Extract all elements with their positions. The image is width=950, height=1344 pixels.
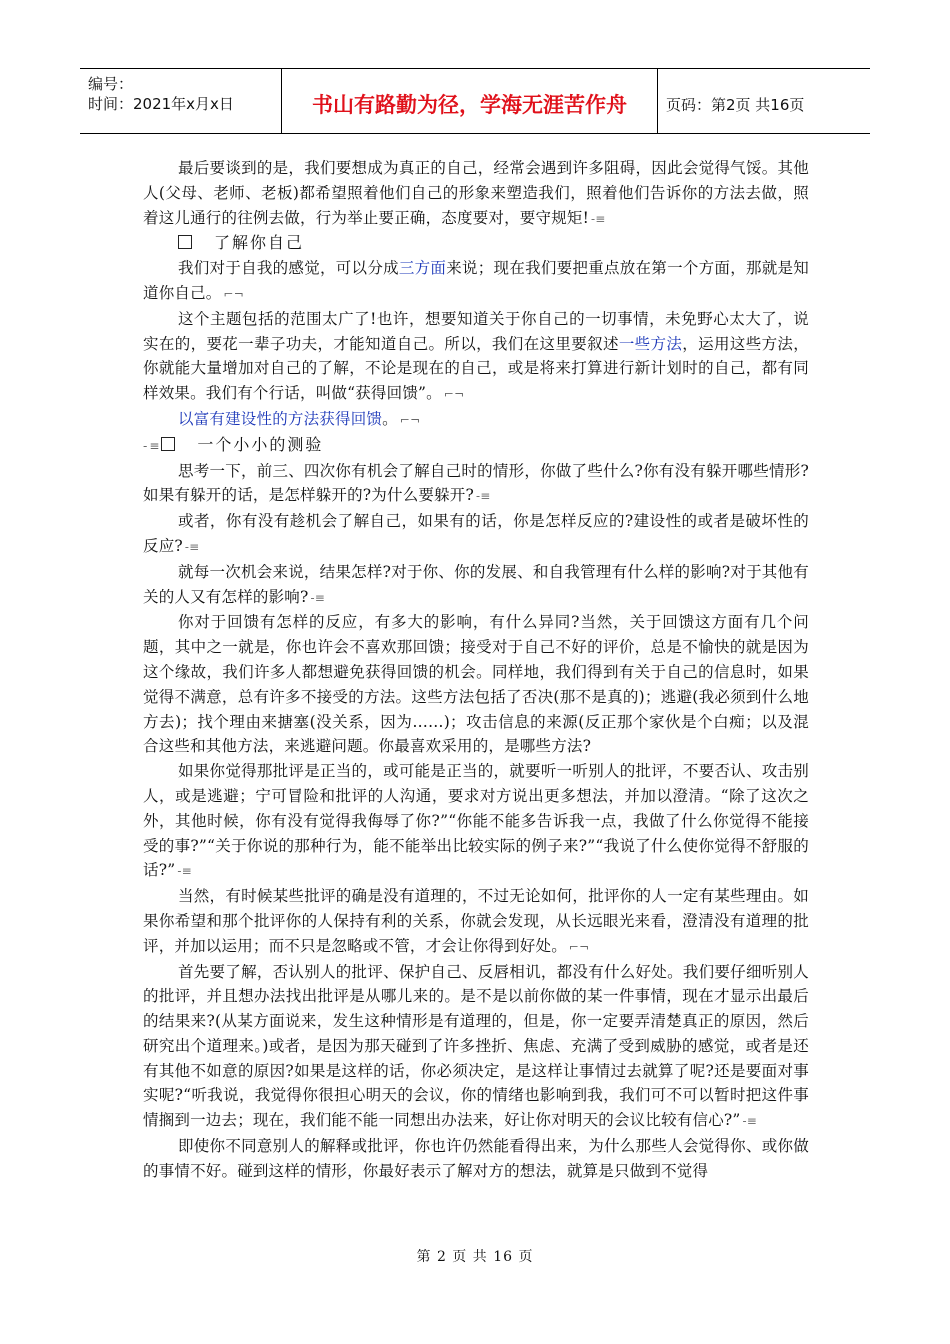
- body-paragraph: [143, 509, 809, 560]
- paragraph-mark: -≡: [184, 539, 200, 554]
- paragraph-text: 如果你觉得那批评是正当的，或可能是正当的，就要听一听别人的批评，不要否认、攻击别人，或是逃避；宁可冒险和批评的人沟通，要求对方说出更多想法，并加以澄清。“除了这次之外，其他时候，你有没有觉得我侮辱了你?”“你能不能多告诉我一点，我做了什么你觉得不能接受的事?”“关于你说的那种行为，能不能举出比较实际的例子来?”“我说了什么使你觉得不舒服的话?”: [143, 762, 809, 880]
- body-paragraph: [143, 610, 809, 759]
- checkbox-square-icon: [161, 437, 175, 451]
- paragraph-text: 思考一下，前三、四次你有机会了解自己时的情形，你做了些什么?你有没有躲开哪些情形?如果有躲开的话，是怎样躲开的?为什么要躲开?: [143, 461, 809, 505]
- paragraph-text: 我们对于自我的感觉，可以分成: [178, 259, 399, 278]
- page-footer: 第 2 页 共 16 页: [416, 1249, 534, 1265]
- header-motto: 书山有路勤为径，学海无涯苦作舟: [282, 69, 658, 133]
- paragraph-text: 。: [382, 409, 398, 428]
- paragraph-text: 最后要谈到的是，我们要想成为真正的自己，经常会遇到许多阻碍，因此会觉得气馁。其他人(父母、老师、老板)都希望照着他们自己的形象来塑造我们，照着他们告诉你的方法去做，照着这儿通行的往例去做，行为举止要正确，态度要对，要守规矩!: [143, 159, 809, 227]
- section-heading: [143, 433, 809, 459]
- paragraph-mark: -≡: [143, 438, 162, 453]
- paragraph-mark: -≡: [310, 590, 326, 605]
- paragraph-mark: ⌐¬: [443, 387, 465, 402]
- paragraph-text: 首先要了解，否认别人的批评、保护自己、反唇相讥，都没有什么好处。我们要仔细听别人的批评，并且想办法找出批评是从哪儿来的。是不是以前你做的某一件事情，现在才显示出最后的结果来?(从某方面说来，发生这种情形是有道理的，但是，你一定要弄清楚真正的原因，然后研究出个道理来。)或者，是因为那天碰到了许多挫折、焦虑、充满了受到威胁的感觉，或者是还有其他不如意的原因?如果是这样的话，你必须决定，是这样让事情过去就算了呢?还是要面对事实呢?“听我说，我觉得你很担心明天的会议，你的情绪也影响到我，我们可不可以暂时把这件事情搁到一边去；现在，我们能不能一同想出办法来，好让你对明天的会议比较有信心?”: [143, 962, 809, 1130]
- highlighted-phrase: 一些方法: [618, 334, 683, 353]
- document-body: [143, 156, 809, 1184]
- highlighted-phrase: 三方面: [398, 259, 447, 278]
- code-label: 编号：: [88, 75, 134, 93]
- body-paragraph: [143, 560, 809, 611]
- paragraph-text: 或者，你有没有趁机会了解自己，如果有的话，你是怎样反应的?建设性的或者是破坏性的反应?: [143, 512, 809, 555]
- paragraph-mark: ⌐¬: [223, 286, 245, 301]
- header-table: [80, 68, 870, 134]
- paragraph-mark: ⌐¬: [568, 939, 590, 954]
- paragraph-mark: -≡: [591, 211, 606, 226]
- checkbox-square-icon: [178, 235, 192, 249]
- highlighted-phrase: 以富有建设性的方法获得回馈: [178, 409, 383, 428]
- paragraph-mark: -≡: [177, 864, 192, 879]
- body-paragraph: [143, 256, 809, 307]
- body-paragraph: [143, 759, 809, 884]
- body-paragraph: [143, 156, 809, 231]
- paragraph-text: 这个主题包括的范围太广了!也许，想要知道关于你自己的一切事情，未免野心太大了，说实在的，要花一辈子功夫，才能知道自己。所以，我们在这里要叙述: [143, 309, 809, 353]
- body-paragraph: [143, 459, 809, 510]
- body-paragraph: [143, 307, 809, 407]
- header-meta: [80, 69, 282, 133]
- body-paragraph: [143, 407, 809, 433]
- header-page-label: 页码：第2页 共16页: [666, 95, 805, 114]
- paragraph-text: ，运用这些方法，你就能大量增加对自己的了解，不论是现在的自己，或是将来打算进行新计划时的自己，都有同样效果。我们有个行话，叫做“获得回馈”。: [143, 334, 809, 403]
- section-heading: [143, 231, 809, 256]
- paragraph-text: 即使你不同意别人的解释或批评，你也许仍然能看得出来，为什么那些人会觉得你、或你做的事情不好。碰到这样的情形，你最好表示了解对方的想法，就算是只做到不觉得: [143, 1137, 809, 1180]
- heading-text: 了解你自己: [214, 233, 305, 253]
- paragraph-text: 你对于回馈有怎样的反应，有多大的影响，有什么异同?当然，关于回馈这方面有几个问题，其中之一就是，你也许会不喜欢那回馈；接受对于自己不好的评价，总是不愉快的就是因为这个缘故，我们许多人都想避免获得回馈的机会。同样地，我们得到有关于自己的信息时，如果觉得不满意，总有许多不接受的方法。这些方法包括了否决(那不是真的)；逃避(我必须到什么地方去)；找个理由来搪塞(没关系，因为……)；攻击信息的来源(反正那个家伙是个白痴；以及混合这些和其他方法，来逃避问题。你最喜欢采用的，是哪些方法?: [143, 613, 809, 756]
- body-paragraph: [143, 960, 809, 1135]
- paragraph-mark: -≡: [476, 489, 491, 504]
- heading-text: 一个小小的测验: [197, 434, 324, 454]
- paragraph-mark: -≡: [742, 1114, 758, 1129]
- body-paragraph: [143, 1134, 809, 1184]
- paragraph-mark: ⌐¬: [399, 412, 421, 427]
- body-paragraph: [143, 884, 809, 959]
- paragraph-text: 来说；现在我们要把重点放在第一个方面，那就是知道你自己。: [143, 259, 809, 302]
- date-label: 时间：2021年x月x日: [88, 95, 234, 113]
- paragraph-text: 当然，有时候某些批评的确是没有道理的，不过无论如何，批评你的人一定有某些理由。如果你希望和那个批评你的人保持有利的关系，你就会发现，从长远眼光来看，澄清没有道理的批评，并加以运用；而不只是忽略或不管，才会让你得到好处。: [143, 887, 809, 955]
- paragraph-text: 就每一次机会来说，结果怎样?对于你、你的发展、和自我管理有什么样的影响?对于其他有关的人又有怎样的影响?: [143, 562, 809, 606]
